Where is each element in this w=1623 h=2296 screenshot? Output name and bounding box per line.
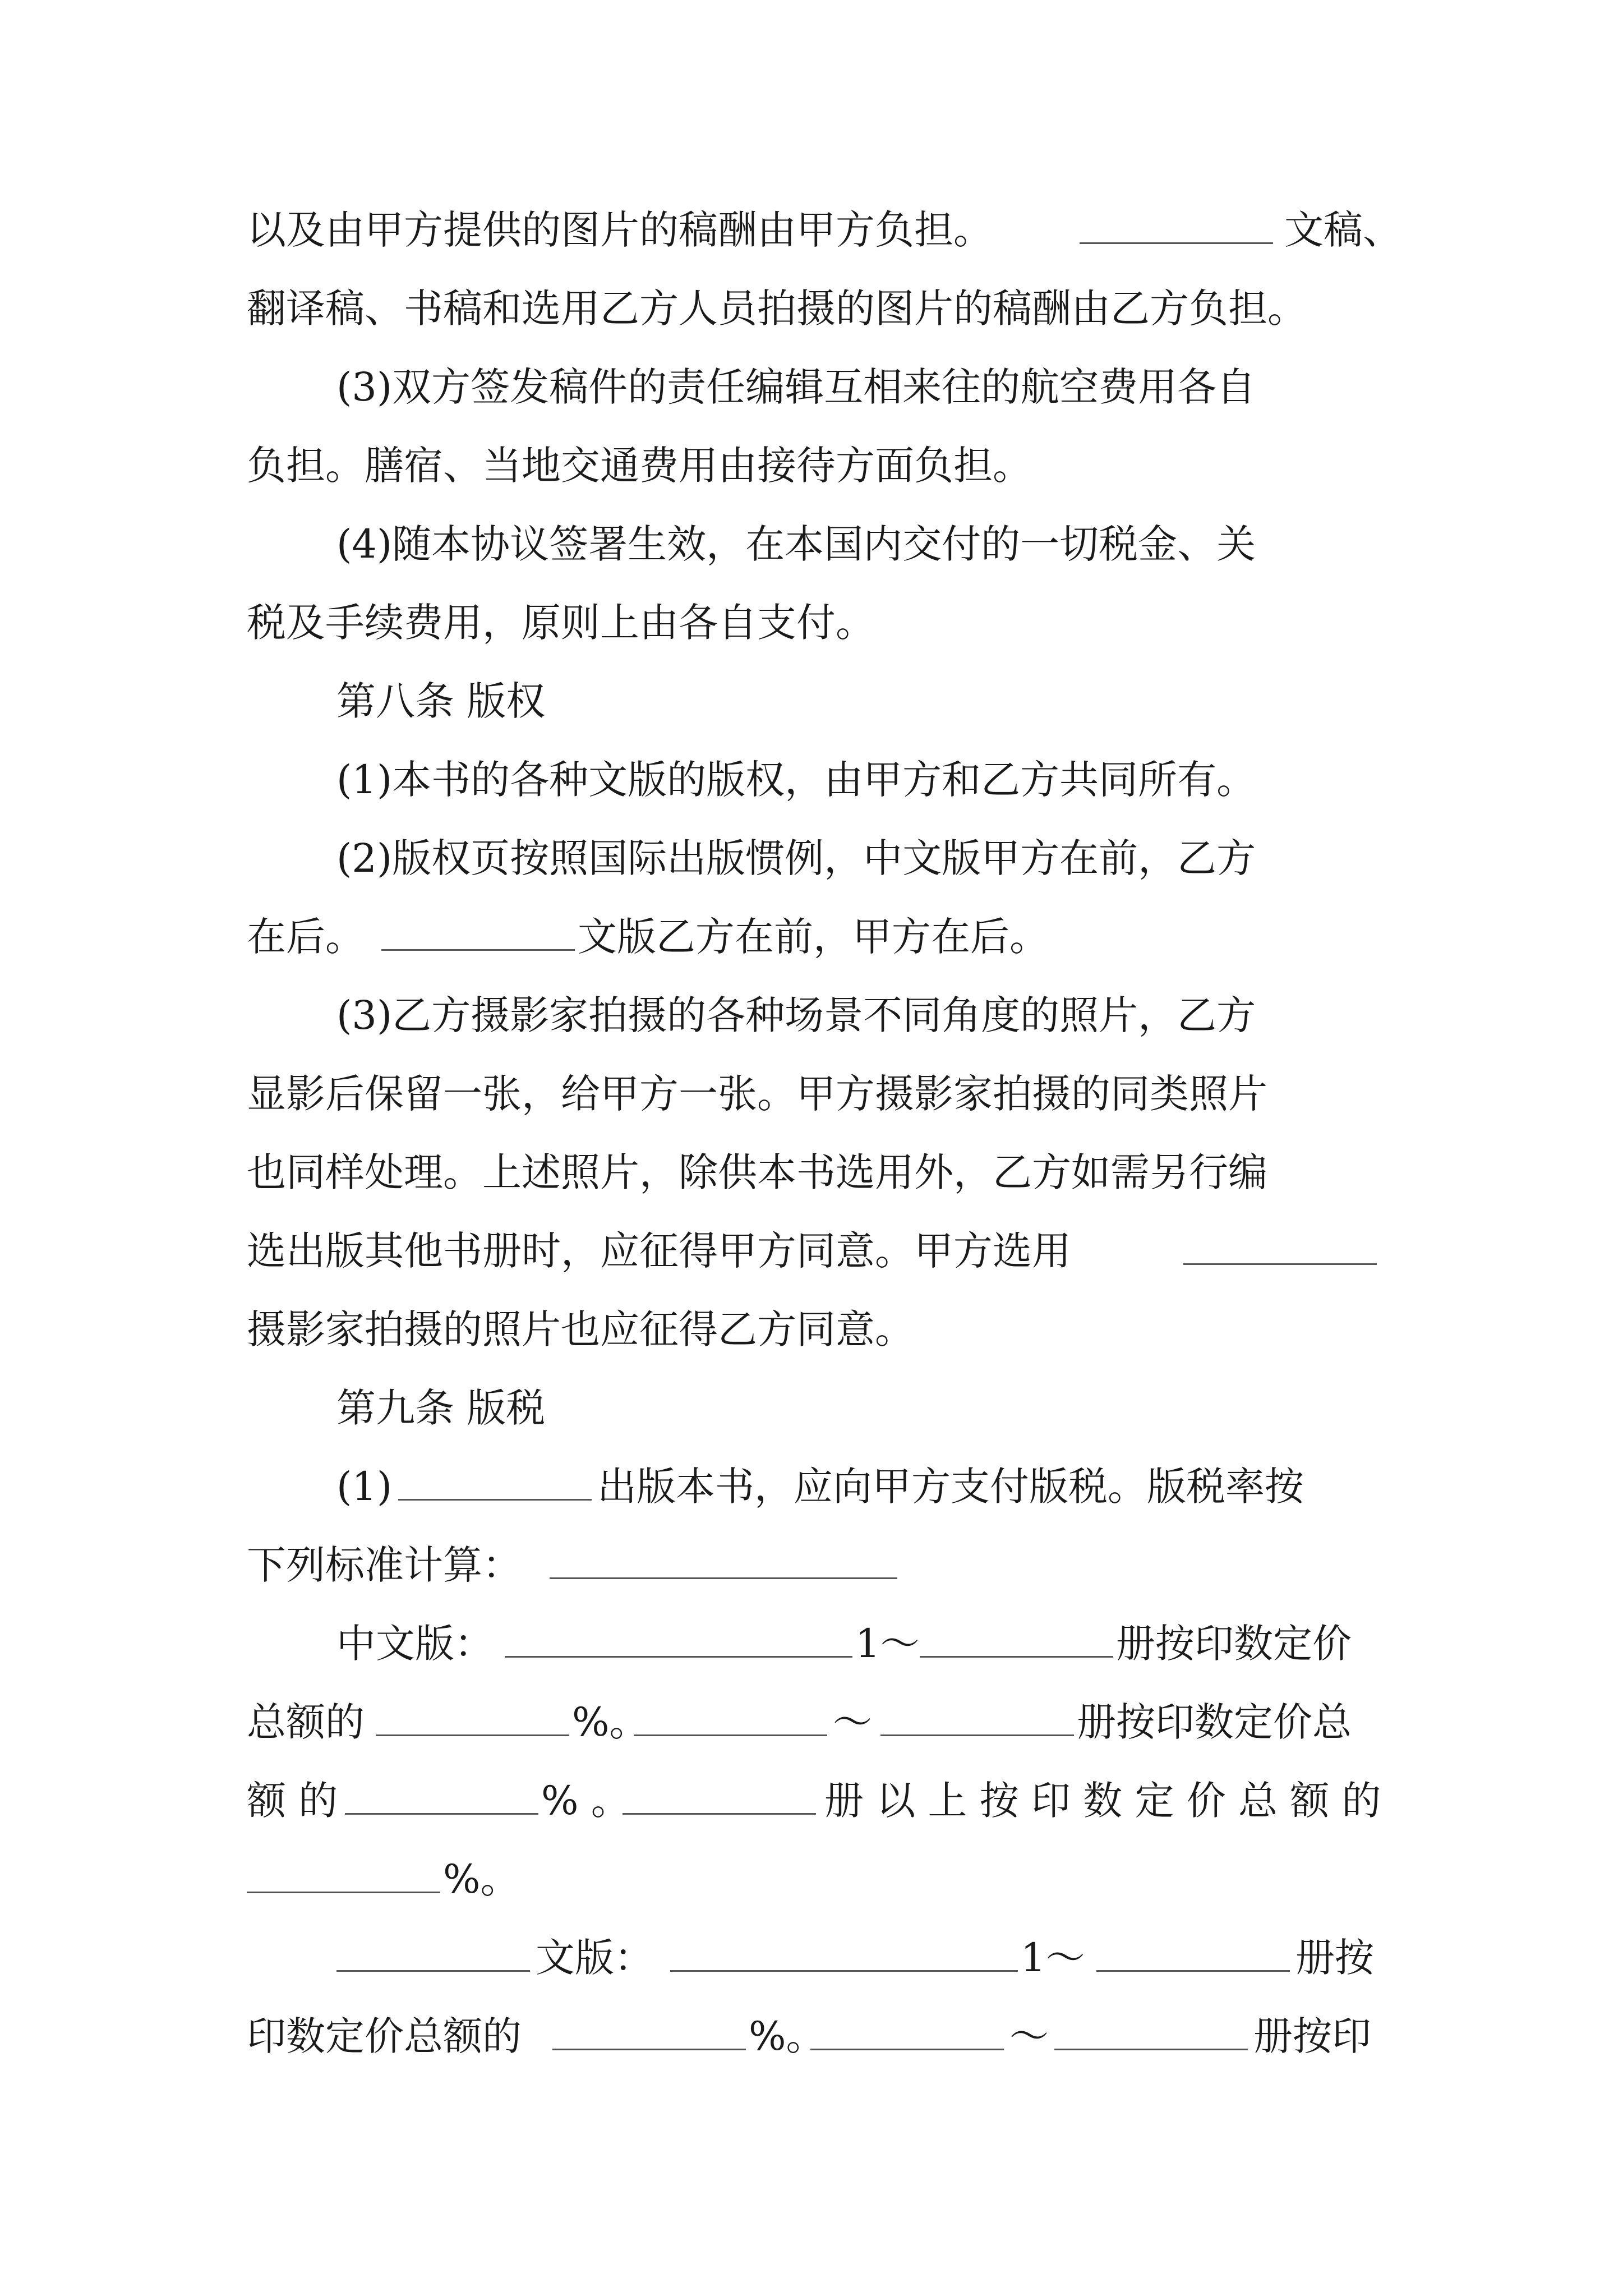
text-line [0,1773,1623,1829]
text-run: 在后。 [247,914,365,960]
text-run: 册按 [1295,1935,1374,1981]
text-run: 文稿、 [1284,207,1402,253]
fill-in-blank [920,1656,1113,1658]
text-line [0,359,1623,415]
text-run: ～ [1009,2013,1049,2059]
fill-in-blank [1096,1970,1290,1972]
text-run: 印数定价总额的 [247,2013,522,2059]
fill-in-blank [247,1892,440,1893]
text-run: 总额的 [247,1699,365,1745]
text-line [0,2008,1623,2064]
text-line [0,202,1623,258]
text-run: 显影后保留一张，给甲方一张。甲方摄影家拍摄的同类照片 [247,1071,1267,1117]
text-run: (2)版权页按照国际出版惯例，中文版甲方在前，乙方 [336,835,1256,881]
fill-in-blank [634,1734,827,1736]
text-run: 册按印数定价总 [1077,1699,1352,1745]
text-run: 册按印 [1253,2013,1371,2059]
text-run: 中文版： [336,1621,494,1667]
text-run: 以及由甲方提供的图片的稿酬由甲方负担。 [247,207,993,253]
text-run: ～ [833,1699,872,1745]
text-run: %。 [749,2013,826,2059]
text-run: (3)乙方摄影家拍摄的各种场景不同角度的照片，乙方 [336,992,1256,1038]
section-heading [0,673,1623,729]
text-run: %。 [443,1856,520,1902]
text-run: 摄影家拍摄的照片也应征得乙方同意。 [247,1306,914,1352]
text-run: 出版本书，应向甲方支付版税。版税率按 [597,1464,1304,1510]
section-heading [0,1380,1623,1436]
text-line [0,987,1623,1043]
text-run: 选出版其他书册时，应征得甲方同意。甲方选用 [247,1228,1071,1274]
text-run: (1)本书的各种文版的版权，由甲方和乙方共同所有。 [336,757,1256,803]
text-run: (1) [336,1464,393,1510]
text-run: 税及手续费用，原则上由各自支付。 [247,600,875,646]
text-line [0,830,1623,886]
text-line [0,1458,1623,1515]
text-line [0,438,1623,494]
fill-in-blank [810,2049,1004,2050]
fill-in-blank [880,1734,1074,1736]
text-line [0,1301,1623,1358]
heading-text: 第九条 版税 [336,1385,546,1431]
text-line [0,1537,1623,1593]
fill-in-blank [345,1813,538,1815]
text-line [0,1694,1623,1750]
text-line [0,909,1623,965]
text-run: 负担。膳宿、当地交通费用由接待方面负担。 [247,443,1032,489]
fill-in-blank [623,1813,816,1815]
text-run: % 。 [541,1778,630,1824]
text-run: 翻译稿、书稿和选用乙方人员拍摄的图片的稿酬由乙方负担。 [247,286,1307,332]
heading-text: 第八条 版权 [336,678,546,724]
fill-in-blank [1054,2049,1248,2050]
text-run: 下列标准计算： [247,1542,522,1588]
text-line [0,280,1623,337]
fill-in-blank [336,1970,530,1972]
text-line [0,1930,1623,1986]
fill-in-blank [381,949,575,951]
fill-in-blank [550,1577,897,1579]
fill-in-blank [376,1734,569,1736]
text-run: (4)随本协议签署生效，在本国内交付的一切税金、关 [336,521,1256,567]
text-line [0,1066,1623,1122]
text-line [0,752,1623,808]
text-run: 1～ [855,1621,920,1667]
text-run: 文版乙方在前，甲方在后。 [578,914,1049,960]
text-run: 额 的 [247,1778,338,1824]
text-line [0,1223,1623,1279]
text-line [0,516,1623,572]
text-line [0,595,1623,651]
fill-in-blank [670,1970,1018,1972]
fill-in-blank [1080,242,1273,244]
fill-in-blank [398,1499,592,1501]
fill-in-blank [552,2049,746,2050]
text-line [0,1616,1623,1672]
text-run: (3)双方签发稿件的责任编辑互相来往的航空费用各自 [336,364,1256,410]
text-run: 文版： [536,1935,653,1981]
text-run: 册 以 上 按 印 数 定 价 总 额 的 [824,1778,1381,1824]
text-line [0,1144,1623,1200]
fill-in-blank [505,1656,852,1658]
text-run: 也同样处理。上述照片，除供本书选用外，乙方如需另行编 [247,1149,1267,1195]
text-run: %。 [572,1699,649,1745]
text-run: 1～ [1021,1935,1085,1981]
fill-in-blank [1183,1263,1377,1265]
text-run: 册按印数定价 [1116,1621,1352,1667]
text-line [0,1851,1623,1907]
